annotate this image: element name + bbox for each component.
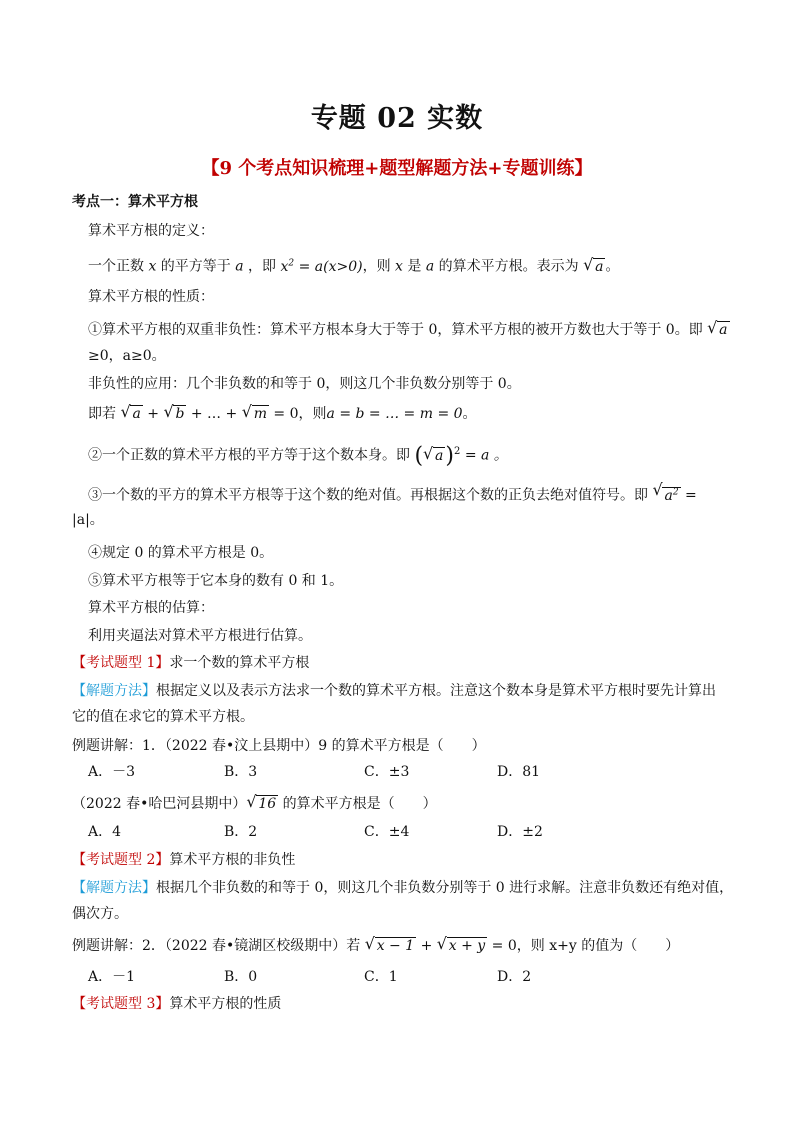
option-d: D．81 bbox=[497, 764, 541, 780]
option-b: B．3 bbox=[224, 764, 258, 780]
example-1: 例题讲解：1．（2022 春•汶上县期中）9 的算术平方根是（ ） bbox=[72, 738, 486, 754]
property-3-cont: |a|。 bbox=[72, 512, 104, 528]
exam-type-tag: 【考试题型 1】 bbox=[72, 655, 170, 671]
option-a: A．－1 bbox=[88, 969, 136, 985]
definition-text: 一个正数 x 的平方等于 a ，即 $x^2 = a(x>0)$，则 x 是 a 的算术平方根。表示为 √ a 。 bbox=[88, 253, 619, 277]
property-5: ⑤算术平方根等于它本身的数有 0 和 1。 bbox=[88, 573, 344, 589]
exam-type-3: 【考试题型 3】算术平方根的性质 bbox=[72, 996, 282, 1012]
option-a: A．4 bbox=[88, 824, 122, 840]
exam-type-tag: 【考试题型 3】 bbox=[72, 996, 170, 1012]
method-1-cont: 它的值在求它的算术平方根。 bbox=[72, 709, 254, 725]
property-1: ①算术平方根的双重非负性：算术平方根本身大于等于 0，算术平方根的被开方数也大于等于 0。即 √ a bbox=[88, 320, 730, 340]
method-tag: 【解题方法】 bbox=[72, 683, 156, 699]
estimation-label: 算术平方根的估算： bbox=[88, 600, 214, 616]
method-tag: 【解题方法】 bbox=[72, 880, 156, 896]
option-c: C．±3 bbox=[364, 764, 410, 780]
exam-type-1: 【考试题型 1】求一个数的算术平方根 bbox=[72, 655, 310, 671]
property-2: ②一个正数的算术平方根的平方等于这个数本身。即 (√ a)$^2$ = a 。 bbox=[88, 442, 508, 467]
property-1-cont: ≥0，a≥0。 bbox=[88, 348, 166, 364]
option-b: B．0 bbox=[224, 969, 258, 985]
property-3: ③一个数的平方的算术平方根等于这个数的绝对值。再根据这个数的正负去绝对值符号。即 √ $a^2$ = bbox=[88, 482, 697, 506]
page-title: 专题 02 实数 bbox=[310, 103, 484, 134]
method-2-cont: 偶次方。 bbox=[72, 906, 128, 922]
option-b: B．2 bbox=[224, 824, 258, 840]
option-c: C．1 bbox=[364, 969, 398, 985]
nonnegativity-equation: 即若 √ a + √ b + … + √ m = 0，则a = b = … = m = 0。 bbox=[88, 404, 477, 424]
example-3: 例题讲解：2．（2022 春•镜湖区校级期中）若 √ x − 1 + √ x + y = 0，则 x+y 的值为（ ） bbox=[72, 936, 679, 956]
option-c: C．±4 bbox=[364, 824, 410, 840]
example-2: （2022 春•哈巴河县期中）√ 16 的算术平方根是（ ） bbox=[72, 794, 437, 814]
option-a: A．－3 bbox=[88, 764, 136, 780]
option-d: D．±2 bbox=[497, 824, 543, 840]
definition-label: 算术平方根的定义： bbox=[88, 223, 214, 239]
estimation-text: 利用夹逼法对算术平方根进行估算。 bbox=[88, 628, 312, 644]
section-heading: 考点一：算术平方根 bbox=[72, 194, 198, 210]
method-2: 【解题方法】根据几个非负数的和等于 0，则这几个非负数分别等于 0 进行求解。注意非负数还有绝对值， bbox=[72, 880, 734, 896]
property-4: ④规定 0 的算术平方根是 0。 bbox=[88, 545, 274, 561]
exam-type-tag: 【考试题型 2】 bbox=[72, 852, 170, 868]
properties-label: 算术平方根的性质： bbox=[88, 289, 214, 305]
nonnegativity-application: 非负性的应用：几个非负数的和等于 0，则这几个非负数分别等于 0。 bbox=[88, 376, 521, 392]
exam-type-2: 【考试题型 2】算术平方根的非负性 bbox=[72, 852, 296, 868]
page-subtitle: 【9 个考点知识梳理+题型解题方法+专题训练】 bbox=[201, 158, 593, 179]
option-d: D．2 bbox=[497, 969, 532, 985]
method-1: 【解题方法】根据定义以及表示方法求一个数的算术平方根。注意这个数本身是算术平方根时要先计算出 bbox=[72, 683, 716, 699]
